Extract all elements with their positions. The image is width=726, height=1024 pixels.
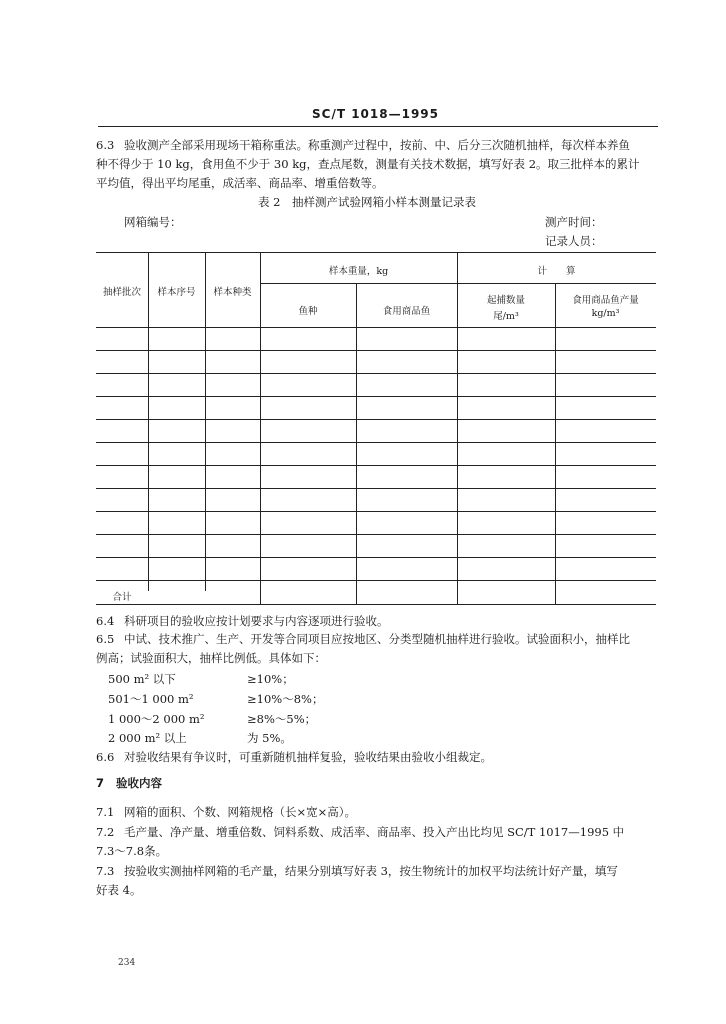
section-6-6	[96, 748, 492, 766]
ratio-area: 1 000～2 000 m²	[108, 712, 205, 726]
section-7-2-text: 毛产量、净产量、增重倍数、饲料系数、成活率、商品率、投入产出比均见 SC/T 1017—1995 中	[123, 825, 625, 839]
table-header-bottom-rule	[96, 327, 656, 328]
col-header-sample-type: 样本种类	[213, 287, 252, 298]
standard-code-header: SC/T 1018—1995	[312, 107, 439, 121]
section-7-1-number: 7.1	[96, 805, 115, 819]
col-header-sample-no: 样本序号	[157, 287, 196, 298]
cage-number-label: 网箱编号：	[124, 215, 182, 229]
section-6-5-text: 中试、技术推广、生产、开发等合同项目应按地区、分类型随机抽样进行验收。试验面积小，抽样比	[123, 632, 630, 646]
section-7-1-text: 网箱的面积、个数、网箱规格（长×宽×高）。	[123, 805, 356, 819]
section-7-3-number: 7.3	[96, 864, 115, 878]
section-7-number: 7	[96, 776, 105, 790]
table-group-rule	[260, 283, 656, 284]
table-row-rule	[96, 511, 656, 512]
section-6-4-text: 科研项目的验收应按计划要求与内容逐项进行验收。	[123, 614, 389, 628]
table-row-rule	[96, 488, 656, 489]
section-6-5-number: 6.5	[96, 632, 115, 646]
table-2-caption: 表 2 抽样测产试验网箱小样本测量记录表	[258, 195, 476, 209]
section-7-title: 验收内容	[116, 776, 163, 790]
total-row-label: 合计	[112, 592, 132, 603]
table-row-rule	[96, 534, 656, 535]
table-row-rule	[96, 442, 656, 443]
table-row-rule	[96, 465, 656, 466]
section-7-1	[96, 803, 356, 821]
group-header-calculation: 计 算	[537, 266, 576, 277]
table-col-rule	[148, 252, 149, 591]
section-6-5-line2: 例高；试验面积大，抽样比例低。具体如下：	[96, 651, 326, 665]
ratio-value: 为 5%。	[247, 731, 292, 745]
section-7-3-text: 按验收实测抽样网箱的毛产量，结果分别填写好表 3，按生物统计的加权平均法统计好产量，填写	[123, 864, 618, 878]
section-7-3-line2: 好表 4。	[96, 883, 142, 897]
ratio-area: 500 m² 以下	[108, 672, 176, 686]
col-header-batch: 抽样批次	[102, 287, 141, 298]
section-7-2-number: 7.2	[96, 825, 115, 839]
section-7-2-line2: 7.3～7.8条。	[96, 844, 168, 858]
ratio-value: ≥8%～5%；	[247, 712, 317, 726]
table-top-rule	[96, 252, 656, 253]
section-6-6-number: 6.6	[96, 750, 115, 764]
table-col-rule	[555, 283, 556, 604]
table-row-rule	[96, 580, 656, 581]
section-6-3-number: 6.3	[96, 138, 115, 152]
table-row-rule	[96, 373, 656, 374]
section-6-5-line1	[96, 630, 630, 648]
sub-header-food-fish: 食用商品鱼	[382, 306, 431, 317]
section-6-4-number: 6.4	[96, 614, 115, 628]
page-number: 234	[118, 958, 136, 968]
ratio-value: ≥10%；	[247, 672, 294, 686]
section-6-3-line2: 种不得少于 10 kg，食用鱼不少于 30 kg，查点尾数，测量有关技术数据，填写好表 2。取三批样本的累计	[96, 157, 640, 171]
sub-header-food-yield-unit: kg/m³	[591, 308, 620, 319]
sub-header-catch-unit: 尾/m³	[493, 311, 519, 322]
recorder-label: 记录人员：	[545, 234, 603, 248]
sub-header-fingerling: 鱼种	[298, 306, 318, 317]
sub-header-food-yield: 食用商品鱼产量	[572, 295, 639, 306]
test-time-label: 测产时间：	[545, 215, 603, 229]
group-header-sample-weight: 样本重量，kg	[328, 266, 389, 277]
table-row-rule	[96, 396, 656, 397]
sub-header-catch-count: 起捕数量	[486, 295, 525, 306]
ratio-value: ≥10%～8%；	[247, 692, 324, 706]
table-row-rule	[96, 557, 656, 558]
table-row-rule	[96, 419, 656, 420]
table-bottom-rule	[96, 604, 656, 605]
section-6-6-text: 对验收结果有争议时，可重新随机抽样复验，验收结果由验收小组裁定。	[123, 750, 492, 764]
table-row-rule	[96, 350, 656, 351]
section-6-4	[96, 612, 388, 630]
section-7-2-line1	[96, 823, 624, 841]
section-7-3-line1	[96, 862, 618, 880]
ratio-area: 2 000 m² 以上	[108, 731, 187, 745]
section-7-heading	[96, 774, 162, 792]
section-6-3-line3: 平均值，得出平均尾重，成活率、商品率、增重倍数等。	[96, 176, 384, 190]
ratio-area: 501～1 000 m²	[108, 692, 194, 706]
section-6-3-text: 验收测产全部采用现场干箱称重法。称重测产过程中，按前、中、后分三次随机抽样，每次样本养鱼	[123, 138, 630, 152]
table-col-rule	[356, 283, 357, 604]
table-col-rule	[205, 252, 206, 591]
